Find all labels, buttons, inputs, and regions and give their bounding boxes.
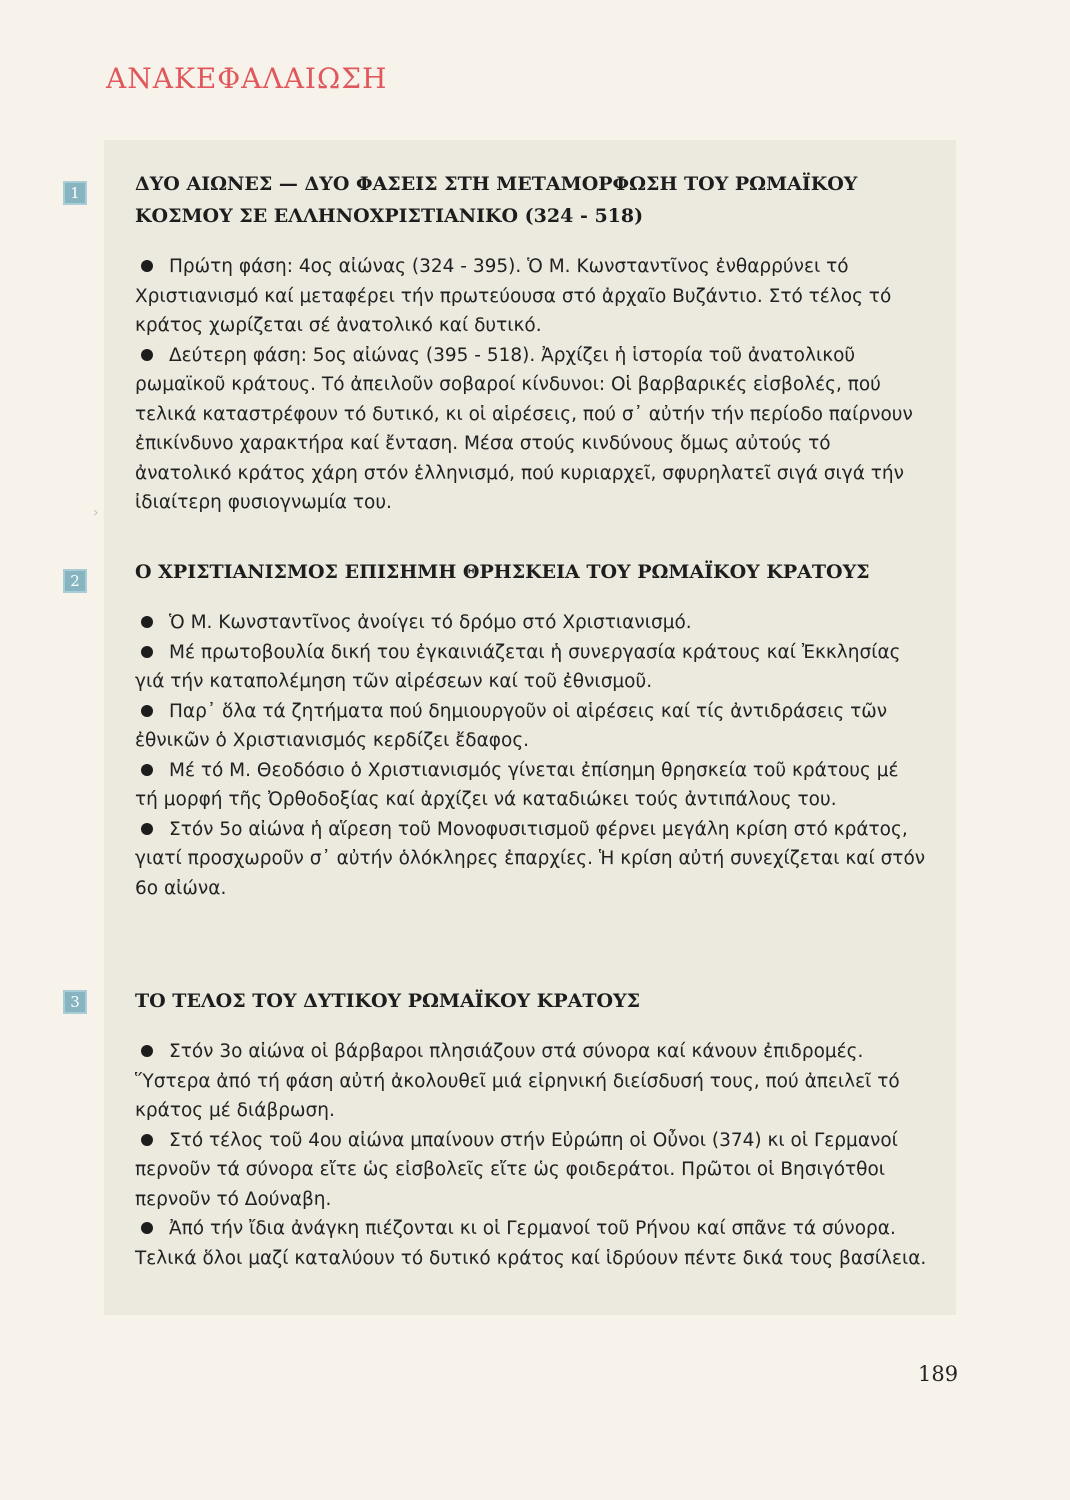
section-3 xyxy=(135,985,927,1273)
page-header: ΑΝΑΚΕΦΑΛΑΙΩΣΗ xyxy=(106,62,388,95)
paragraph-text: Στό τέλος τοῦ 4ου αἰώνα μπαίνουν στήν Εὐρώπη οἱ Οὖνοι (374) κι οἱ Γερμανοί περνοῦν τά σύνορα εἴτε ὡς εἰσβολεῖς εἴτε ὡς φοιδεράτοι. Πρῶτοι οἱ Βησιγότθοι περνοῦν τό Δούναβη. xyxy=(135,1129,898,1210)
paragraph-text: Πρώτη φάση: 4ος αἰώνας (324 - 395). Ὁ Μ. Κωνσταντῖνος ἐνθαρρύνει τό Χριστιανισμό καί μεταφέρει τήν πρωτεύουσα στό ἀρχαῖο Βυζάντιο. Στό τέλος τό κράτος χωρίζεται σέ ἀνατολικό καί δυτικό. xyxy=(135,256,892,336)
section-paragraph xyxy=(135,1126,927,1215)
paragraph-text: Δεύτερη φάση: 5ος αἰώνας (395 - 518). Ἀρχίζει ἡ ἱστορία τοῦ ἀνατολικοῦ ρωμαϊκοῦ κράτους. Τό ἀπειλοῦν σοβαροί κίνδυνοι: Οἱ βαρβαρικές εἰσβολές, πού τελικά καταστρέφουν τό δυτικό, κι οἱ αἱρέσεις, πού σ᾿ αὐτήν τήν περίοδο παίρνουν ἐπικίνδυνο χαρακτήρα καί ἔνταση. Μέσα στούς κινδύνους ὅμως αὐτούς τό ἀνατολικό κράτος χάρη στόν ἑλληνισμό, πού κυριαρχεῖ, σφυρηλατεῖ σιγά σιγά τήν ἰδιαίτερη φυσιογνωμία του. xyxy=(135,344,913,513)
paragraph-text: Μέ πρωτοβουλία δική του ἐγκαινιάζεται ἡ συνεργασία κράτους καί Ἐκκλησίας γιά τήν καταπολέμηση τῶν αἱρέσεων καί τοῦ ἐθνισμοῦ. xyxy=(135,641,901,692)
section-paragraph xyxy=(135,341,927,518)
page-number: 189 xyxy=(918,1362,959,1386)
section-paragraph xyxy=(135,252,927,341)
section-paragraph xyxy=(135,608,927,638)
section-title: Ο ΧΡΙΣΤΙΑΝΙΣΜΟΣ ΕΠΙΣΗΜΗ ΘΡΗΣΚΕΙΑ ΤΟΥ ΡΩΜΑΪΚΟΥ ΚΡΑΤΟΥΣ xyxy=(135,561,870,583)
bullet-icon xyxy=(141,764,153,776)
section-number-badge: 2 xyxy=(63,569,87,593)
bullet-icon xyxy=(141,1222,153,1234)
bullet-icon xyxy=(141,616,153,628)
bullet-icon xyxy=(141,1045,153,1057)
section-paragraph xyxy=(135,1037,927,1126)
bullet-icon xyxy=(141,1134,153,1146)
section-1 xyxy=(135,168,927,518)
section-paragraph xyxy=(135,1214,927,1273)
section-number-badge: 3 xyxy=(63,990,87,1014)
paragraph-text: Παρ᾿ ὅλα τά ζητήματα πού δημιουργοῦν οἱ αἱρέσεις καί τίς ἀντιδράσεις τῶν ἐθνικῶν ὁ Χριστιανισμός κερδίζει ἔδαφος. xyxy=(135,700,888,751)
bullet-icon xyxy=(141,349,153,361)
bullet-icon xyxy=(141,260,153,272)
section-paragraph xyxy=(135,815,927,904)
section-2 xyxy=(135,556,927,903)
margin-mark: › xyxy=(93,505,99,521)
paragraph-text: Ὁ Μ. Κωνσταντῖνος ἀνοίγει τό δρόμο στό Χριστιανισμό. xyxy=(169,612,692,633)
paragraph-text: Ἀπό τήν ἴδια ἀνάγκη πιέζονται κι οἱ Γερμανοί τοῦ Ρήνου καί σπᾶνε τά σύνορα. Τελικά ὅλοι μαζί καταλύουν τό δυτικό κράτος καί ἱδρύουν πέντε δικά τους βασίλεια. xyxy=(135,1218,927,1269)
paragraph-text: Μέ τό Μ. Θεοδόσιο ὁ Χριστιανισμός γίνεται ἐπίσημη θρησκεία τοῦ κράτους μέ τή μορφή τῆς Ὀρθοδοξίας καί ἀρχίζει νά καταδιώκει τούς ἀντιπάλους του. xyxy=(135,759,899,810)
bullet-icon xyxy=(141,646,153,658)
paragraph-text: Στόν 3ο αἰώνα οἱ βάρβαροι πλησιάζουν στά σύνορα καί κάνουν ἐπιδρομές. Ὕστερα ἀπό τή φάση αὐτή ἀκολουθεῖ μιά εἰρηνική διείσδυσή τους, πού ἀπειλεῖ τό κράτος μέ διάβρωση. xyxy=(135,1041,900,1121)
section-paragraph xyxy=(135,756,927,815)
section-paragraph xyxy=(135,638,927,697)
section-title: ΤΟ ΤΕΛΟΣ ΤΟΥ ΔΥΤΙΚΟΥ ΡΩΜΑΪΚΟΥ ΚΡΑΤΟΥΣ xyxy=(135,990,641,1012)
section-number-badge: 1 xyxy=(63,181,87,205)
section-title: ΔΥΟ ΑΙΩΝΕΣ — ΔΥΟ ΦΑΣΕΙΣ ΣΤΗ ΜΕΤΑΜΟΡΦΩΣΗ ΤΟΥ ΡΩΜΑΪΚΟΥ ΚΟΣΜΟΥ ΣΕ ΕΛΛΗΝΟΧΡΙΣΤΙΑΝΙΚΟ (324 - 518) xyxy=(135,173,858,227)
section-paragraph xyxy=(135,697,927,756)
bullet-icon xyxy=(141,823,153,835)
paragraph-text: Στόν 5ο αἰώνα ἡ αἵρεση τοῦ Μονοφυσιτισμοῦ φέρνει μεγάλη κρίση στό κράτος, γιατί προσχωροῦν σ᾿ αὐτήν ὁλόκληρες ἐπαρχίες. Ἡ κρίση αὐτή συνεχίζεται καί στόν 6ο αἰώνα. xyxy=(135,818,926,899)
bullet-icon xyxy=(141,705,153,717)
